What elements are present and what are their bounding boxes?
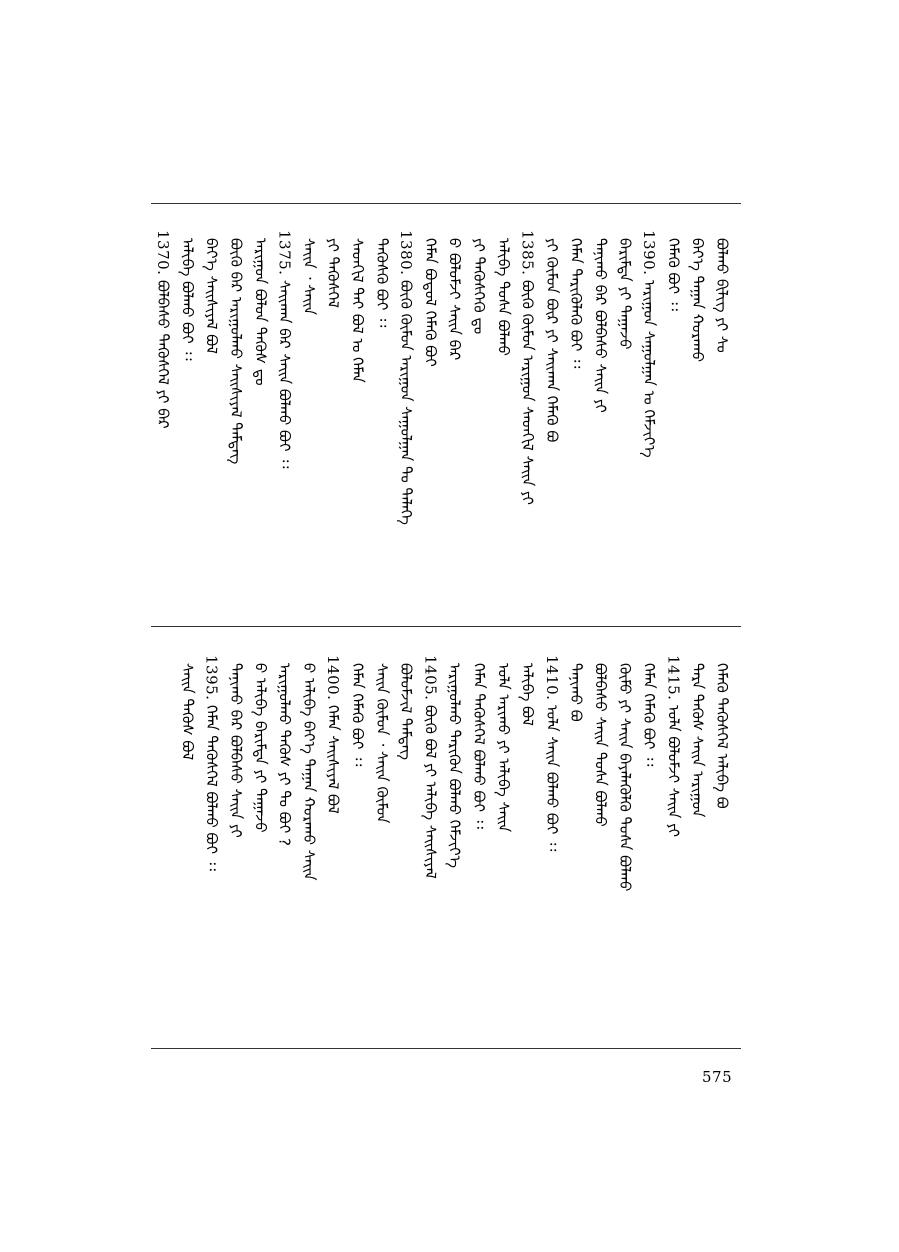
line-number: 1390. [640, 230, 659, 276]
text-column [199, 230, 225, 615]
text-column [223, 230, 249, 615]
verse-line: ᠬᠡᠮᠡᠨ ᠰᠠᠢᠰᠢᠶᠠᠯ ᠪᠣᠯ [324, 705, 343, 814]
verse-line: ᠪᠦᠬᠦ ᠪᠣᠯ ᠶᠢ ᠠᠯᠢᠪᠠ ᠰᠠᠢᠰᠢᠶᠠᠯ [421, 705, 440, 879]
verse-line: ᠬᠡᠮᠡᠨ ᠲᠡᠭᠦᠰᠬᠡᠯ ᠪᠣᠯᠬᠤ ᠪᠣᠢ ᠄᠄ [470, 663, 488, 829]
line-number: 1385. [518, 230, 537, 276]
text-column [515, 655, 541, 1040]
verse-line: ᠰᠠᠢᠨ ᠲᠡᠭᠦᠰ ᠪᠣᠯ [178, 663, 197, 761]
verse-line: ᠤᠯᠠ ᠪᠣᠯᠤᠮᠵᠢ ᠰᠠᠢᠨ ᠶᠢ [664, 705, 683, 838]
verse-line: ᠬᠡᠮᠡᠨ ᠲᠡᠭᠦᠰᠬᠡᠯ ᠪᠣᠯᠬᠤ ᠪᠣᠢ ᠄᠄ [202, 705, 221, 871]
text-column [660, 655, 686, 1040]
text-column [612, 230, 638, 615]
line-number: 1375. [275, 230, 294, 276]
text-column [539, 230, 565, 615]
text-column [588, 230, 614, 615]
verse-line: ᠠᠷᠢᠭᠤᠨ ᠰᠠᠭᠤᠯᠭᠠᠨ ᠤ ᠬᠡᠮᠵᠢᠶ᠎ᠡ [640, 280, 659, 458]
text-column [345, 655, 371, 1040]
text-column [442, 230, 468, 615]
verse-line: ᠲᠠᠨᠢᠬᠤ ᠪᠠᠷ ᠪᠣᠯᠪᠠᠰᠤ ᠰᠠᠢᠨ ᠶᠢ [227, 663, 245, 838]
text-column [150, 230, 176, 615]
text-column [515, 230, 541, 615]
text-column [369, 655, 395, 1040]
verse-line: ᠬᠦᠮᠦ ᠶᠢ ᠰᠠᠢᠨ ᠪᠡᠶᠡᠯᠡᠭᠦᠯᠬᠦ ᠲᠤᠰᠠ ᠪᠣᠯᠬᠤ [615, 663, 634, 892]
verse-line: ᠶᠢ ᠲᠡᠭᠦᠰᠬᠡᠬᠦ ᠳᠤ [470, 238, 488, 335]
verse-line: ᠪ ᠪᠣᠯᠤᠮᠵᠢ ᠰᠠᠢᠨ ᠪᠡᠷ [445, 238, 464, 361]
text-column [272, 655, 298, 1040]
line-number: 1415. [664, 655, 683, 701]
lower-text-block [151, 655, 741, 1040]
text-column [709, 230, 735, 615]
verse-line: ᠤᠯᠠ ᠠᠷᠢᠬᠤ ᠶᠢ ᠠᠯᠢᠪᠠ ᠰᠠᠢᠨ [494, 663, 513, 833]
verse-line: ᠠᠯᠢᠪᠠ ᠪᠣᠯ [518, 663, 537, 726]
text-column [369, 230, 395, 615]
verse-line: ᠪᠣᠯᠪᠠᠰᠤ ᠲᠡᠭᠦᠰᠬᠡᠯ ᠶᠢ ᠪᠡᠷ [154, 280, 173, 429]
text-column [636, 655, 662, 1040]
verse-line: ᠪᠦᠬᠦ ᠬᠦᠮᠦᠨ ᠠᠷᠢᠭᠤᠨ ᠰᠠᠭᠤᠯᠭᠠᠨ ᠲᠤ ᠲᠡᠯᠡᠭᠡ [397, 280, 416, 525]
verse-line: ᠪ ᠠᠯᠢᠪᠠ ᠪᠠᠷᠢᠮᠲᠠ ᠶᠢ ᠳᠠᠭᠠᠵᠤ [251, 663, 270, 833]
text-column [174, 655, 200, 1040]
verse-line: ᠰᠠᠢᠬᠠᠨ ᠪᠡᠷ ᠰᠠᠢᠨ ᠪᠣᠯᠬᠤ ᠪᠣᠢ ᠄᠄ [275, 280, 294, 469]
verse-line: ᠲᠡᠷᠡ ᠲᠡᠭᠦᠰ ᠰᠠᠢᠨ ᠠᠷᠢᠭᠤᠨ [688, 663, 707, 818]
text-column [417, 655, 443, 1040]
verse-line: ᠪᠣᠯᠬᠤ ᠪᠢᠯᠢᠭ ᠶᠢ ᠰᠣ [713, 238, 731, 353]
text-column [612, 655, 638, 1040]
line-number: 1400. [324, 655, 343, 701]
verse-line: ᠬᠡᠮᠡᠨ ᠪᠣᠳᠤᠯ ᠬᠡᠮᠡᠬᠦ ᠪᠣᠢ [421, 238, 440, 367]
text-column [588, 655, 614, 1040]
verse-line: ᠬᠡᠮᠡᠬᠦ ᠲᠡᠭᠦᠰᠬᠡᠯ ᠠᠯᠢᠪᠠ ᠪᠣ [713, 663, 731, 809]
line-number: 1395. [202, 655, 221, 701]
line-number: 1370. [154, 230, 173, 276]
text-column [490, 655, 516, 1040]
verse-line: ᠠᠷᠢᠭᠤᠨ ᠪᠣᠯᠤᠨ ᠲᠡᠭᠦᠰ ᠳᠤ [251, 238, 270, 386]
text-column [709, 655, 735, 1040]
verse-line: ᠪ ᠠᠯᠢᠪᠠ ᠪᠡᠶ᠎ᠡ ᠳᠠᠭᠠᠨ ᠬᠤᠷᠠᠬᠤ ᠰᠠᠢᠨ [299, 663, 318, 881]
verse-line: ᠠᠷᠢᠭᠤᠯᠬᠤ ᠲᠡᠷᠢᠭᠦᠨ ᠪᠣᠯᠬᠤ ᠬᠡᠮᠵᠢᠶ᠎ᠡ [445, 663, 464, 868]
verse-line: ᠪᠣᠯᠪᠠᠰᠤ ᠰᠠᠢᠨ ᠲᠤᠰᠠ ᠪᠣᠯᠬᠤ [591, 663, 610, 827]
text-column [393, 655, 419, 1040]
line-number: 1405. [421, 655, 440, 701]
text-column [636, 230, 662, 615]
verse-line: ᠪᠡᠶ᠎ᠡ ᠰᠠᠢᠰᠢᠶᠠᠯ ᠪᠣᠯ [202, 238, 221, 354]
text-column [174, 230, 200, 615]
text-column [296, 230, 322, 615]
verse-line: ᠠᠯᠢᠪᠠ ᠲᠤᠰᠠ ᠪᠣᠯᠬᠤ [494, 238, 513, 356]
text-column [442, 655, 468, 1040]
line-number: 1380. [397, 230, 416, 276]
text-column [563, 230, 589, 615]
text-column [685, 655, 711, 1040]
text-column [247, 655, 273, 1040]
text-column [199, 655, 225, 1040]
text-column [320, 230, 346, 615]
text-column [345, 230, 371, 615]
verse-line: ᠬᠡᠮᠡᠬᠦ ᠪᠣᠢ ᠄᠄ [664, 238, 683, 311]
verse-line: ᠬᠡᠮᠡᠨ ᠬᠡᠮᠡᠬᠦ ᠪᠣᠢ ᠄᠄ [348, 663, 367, 767]
verse-line: ᠠᠷᠢᠭᠤᠯᠬᠤ ᠲᠡᠭᠦᠰ ᠶᠢ ᠲᠤ ᠪᠣᠢ ? [275, 663, 294, 846]
verse-line: ᠲᠠᠨᠢᠬᠤ ᠪᠠᠷ ᠪᠣᠯᠪᠠᠰᠤ ᠰᠠᠢᠨ ᠶᠢ [591, 238, 610, 413]
text-column [393, 230, 419, 615]
verse-line: ᠰᠠᠢᠨ ᠬᠦᠮᠦᠨ ᠂ ᠰᠠᠢᠨ ᠬᠦᠮᠦᠨ [372, 663, 391, 824]
text-column [466, 655, 492, 1040]
verse-line: ᠲᠠᠨᠢᠬᠤ ᠪᠣ [567, 663, 586, 722]
bottom-rule [151, 1048, 741, 1049]
text-column [685, 230, 711, 615]
text-column [539, 655, 565, 1040]
verse-line: ᠪᠦᠬᠦ ᠪᠡᠷ ᠠᠷᠢᠭᠤᠯᠬᠤ ᠰᠠᠢᠰᠢᠶᠠᠯ ᠲᠡᠮᠳᠡᠭ [227, 238, 245, 465]
verse-line: ᠪᠡᠶ᠎ᠡ ᠳᠠᠭᠠᠨ ᠬᠤᠷᠠᠬᠤ [688, 238, 707, 362]
verse-line: ᠲᠡᠭᠦᠰᠬᠦ ᠪᠣᠢ ᠄᠄ [372, 238, 391, 328]
verse-line: ᠪᠦᠬᠦ ᠬᠦᠮᠦᠨ ᠠᠷᠢᠭᠤᠨ ᠰᠡᠳᠬᠢᠯ ᠰᠠᠢᠨ ᠶᠢ [518, 280, 537, 505]
text-column [660, 230, 686, 615]
verse-line: ᠬᠡᠮᠡᠨ ᠬᠡᠮᠡᠬᠦ ᠪᠣᠢ ᠄᠄ [640, 663, 659, 767]
text-column [563, 655, 589, 1040]
text-column [320, 655, 346, 1040]
upper-text-block [151, 230, 741, 615]
page-number: 575 [702, 1068, 733, 1086]
top-rule [151, 203, 741, 204]
text-column [223, 655, 249, 1040]
verse-line: ᠶᠢ ᠲᠡᠭᠦᠰᠬᠡᠯ [324, 238, 343, 308]
text-column [272, 230, 298, 615]
verse-line: ᠪᠠᠷᠢᠮᠲᠠ ᠶᠢ ᠳᠠᠭᠠᠵᠤ [615, 238, 634, 350]
text-column [417, 230, 443, 615]
verse-line: ᠤᠯᠠ ᠰᠠᠢᠨ ᠪᠣᠯᠬᠤ ᠪᠣᠢ ᠄᠄ [542, 705, 561, 852]
verse-line: ᠰᠡᠳᠬᠢᠯ ᠲᠠᠢ ᠪᠣᠯ ᠤ ᠬᠡᠮᠡᠨ [348, 238, 367, 383]
verse-line: ᠪᠣᠯᠤᠮᠵᠢᠯ ᠲᠡᠮᠳᠡᠭ [397, 663, 416, 761]
line-number: 1410. [542, 655, 561, 701]
verse-line: ᠠᠯᠢᠪᠠ ᠪᠣᠯᠬᠤ ᠪᠣᠢ ᠄᠄ [178, 238, 197, 361]
text-column [296, 655, 322, 1040]
verse-line: ᠶᠢ ᠬᠦᠮᠦᠨ ᠪᠦᠷ ᠶᠢ ᠰᠠᠢᠬᠠᠨ ᠬᠡᠮᠡᠬᠦ ᠪᠣ [542, 238, 561, 443]
text-column [490, 230, 516, 615]
verse-line: ᠰᠠᠢᠨ ᠂ ᠰᠠᠢᠨ [299, 238, 318, 315]
text-column [466, 230, 492, 615]
verse-line: ᠬᠡᠮᠡᠨ ᠲᠡᠷᠢᠭᠦᠯᠡᠬᠦ ᠪᠣᠢ ᠄᠄ [567, 238, 586, 369]
text-column [247, 230, 273, 615]
middle-rule [151, 626, 741, 627]
